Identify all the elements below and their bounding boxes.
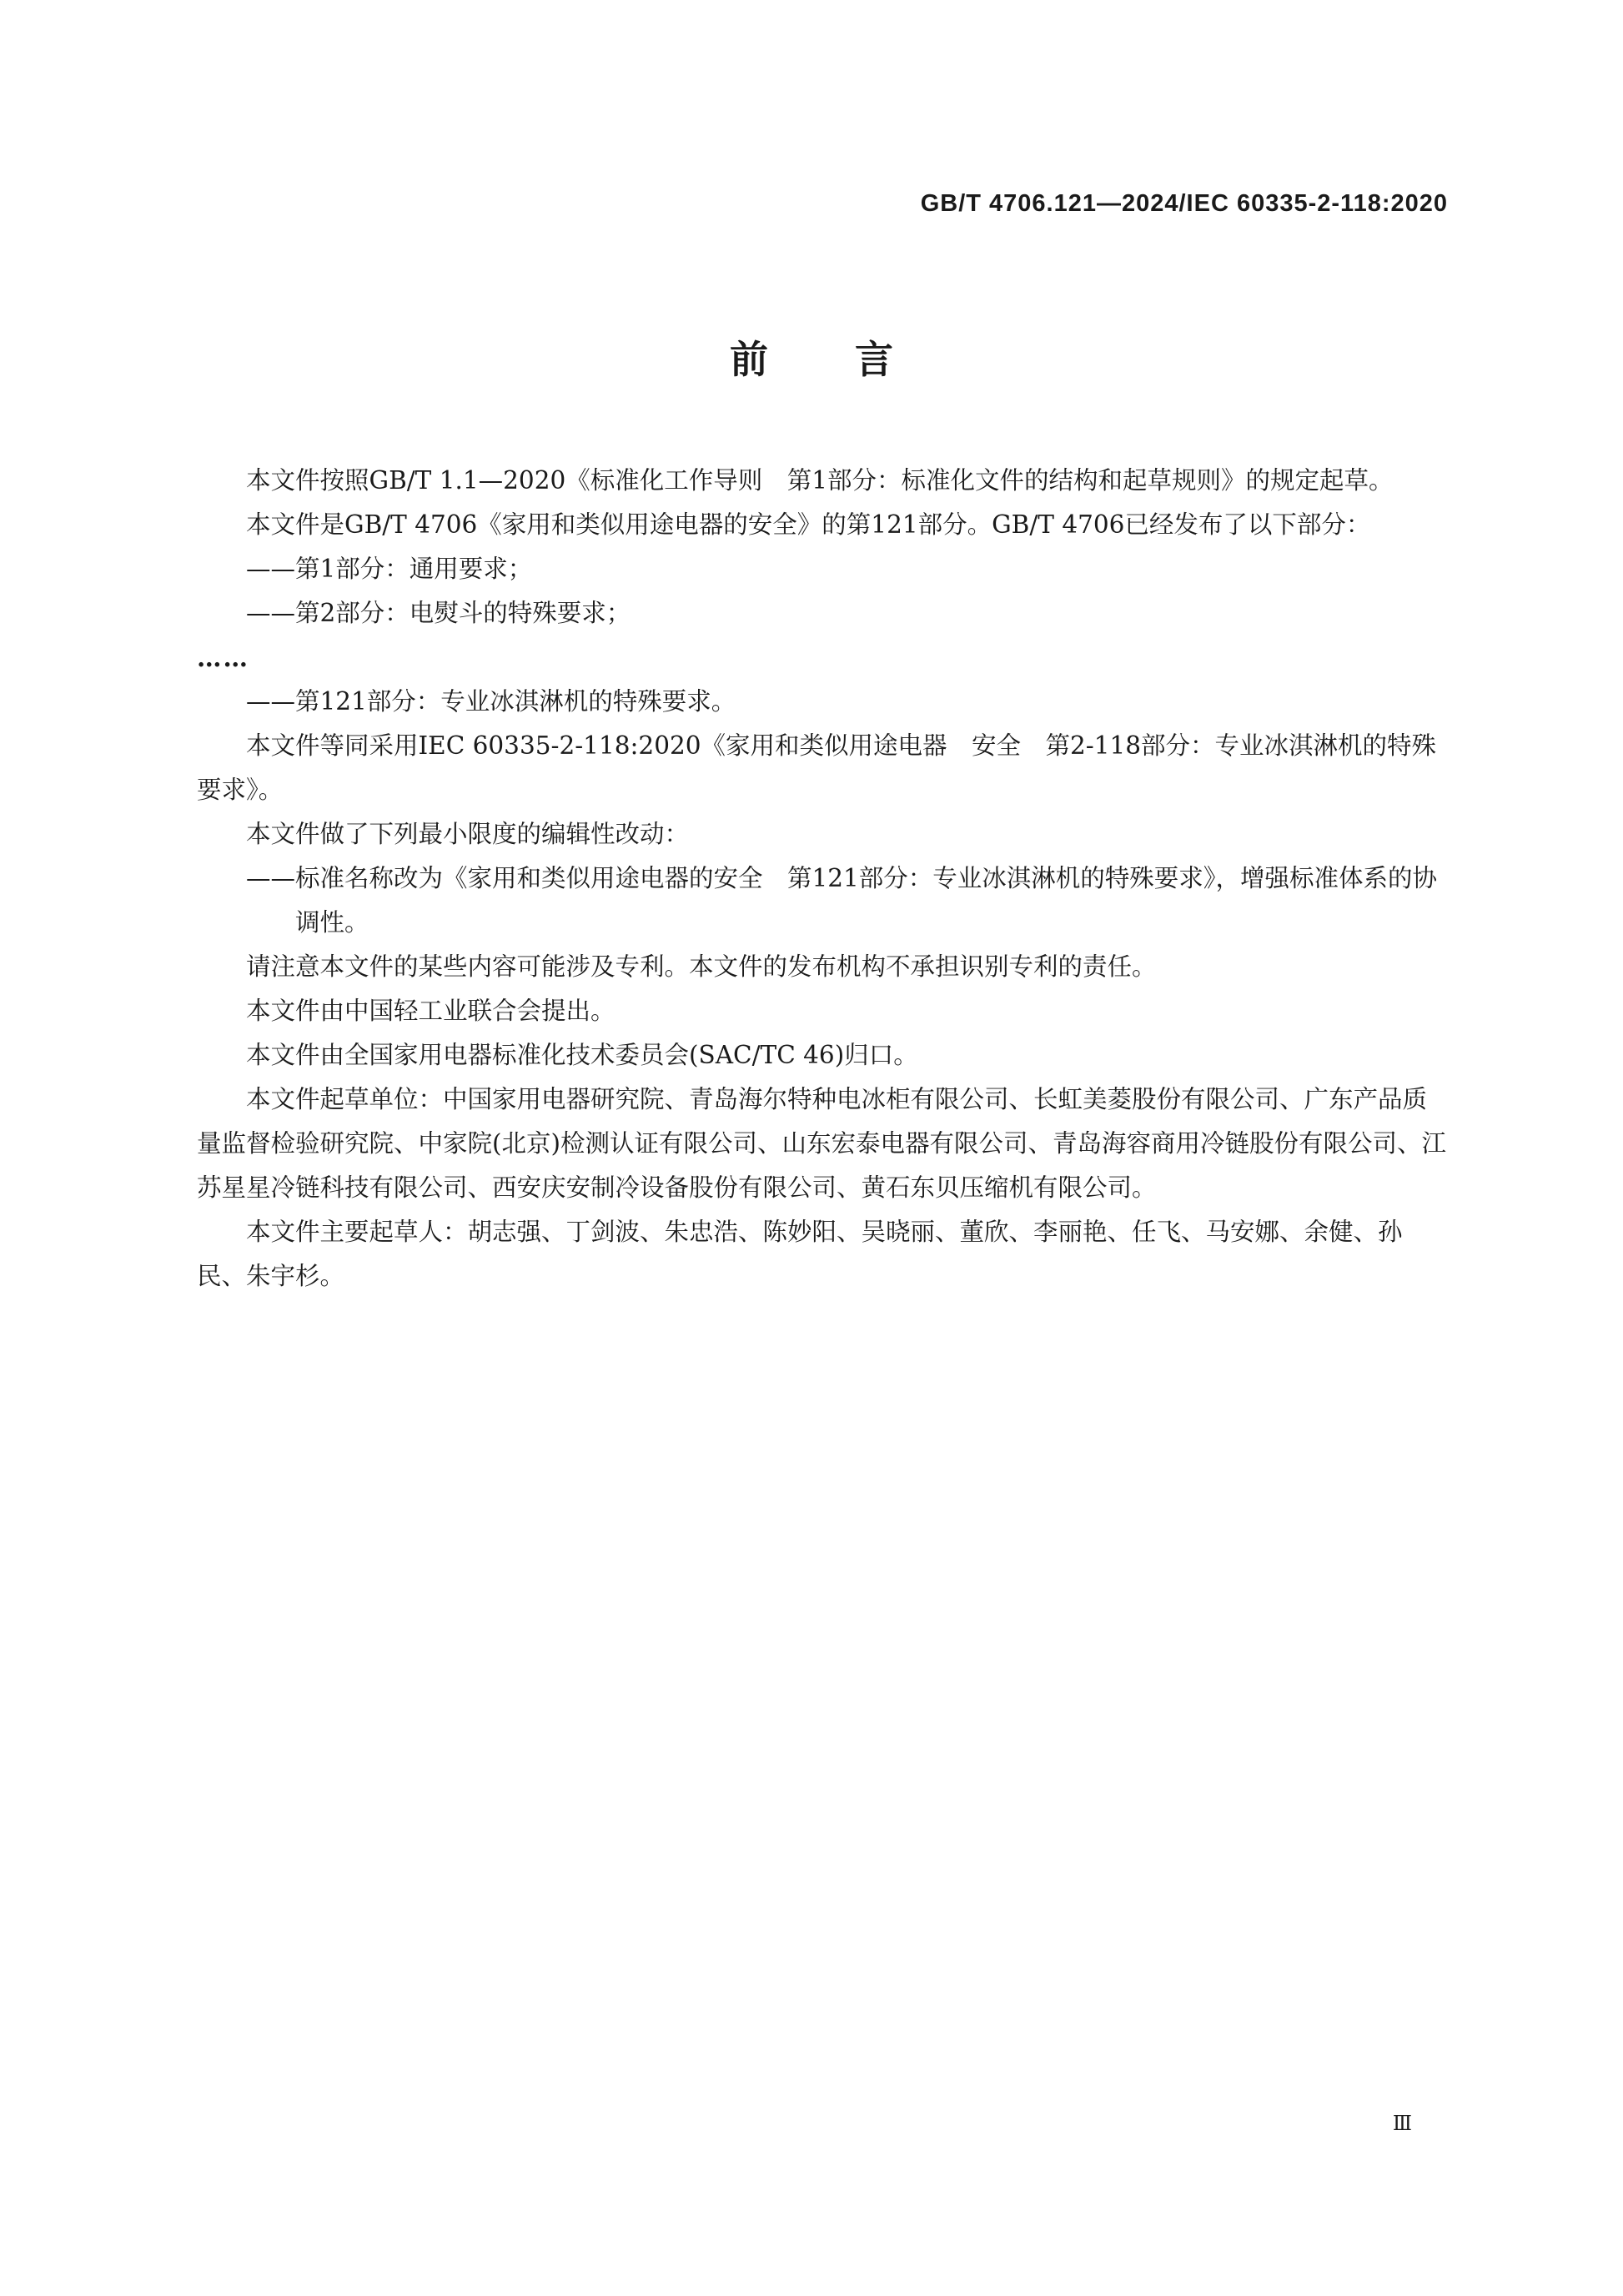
paragraph-patent-notice: 请注意本文件的某些内容可能涉及专利。本文件的发布机构不承担识别专利的责任。 — [246, 952, 1157, 981]
page-number: Ⅲ — [1392, 2112, 1413, 2135]
paragraph-drafting-rules: 本文件按照GB/T 1.1—2020《标准化工作导则 第1部分：标准化文件的结构和起草规则》的规定起草。 — [246, 466, 1394, 495]
standard-number-header: GB/T 4706.121—2024/IEC 60335-2-118:2020 — [920, 190, 1448, 217]
paragraph-drafting-units: 本文件起草单位：中国家用电器研究院、青岛海尔特种电冰柜有限公司、长虹美菱股份有限公司、广东产品质量监督检验研究院、中家院(北京)检测认证有限公司、山东宏泰电器有限公司、青岛海容商用冷链股份有限公司、江苏星星冷链科技有限公司、西安庆安制冷设备股份有限公司、黄石东贝压缩机有限公司。 — [197, 1085, 1447, 1202]
paragraph-series-intro: 本文件是GB/T 4706《家用和类似用途电器的安全》的第121部分。GB/T 4706已经发布了以下部分： — [246, 510, 1371, 539]
list-item-part-2: ——第2部分：电熨斗的特殊要求； — [246, 599, 631, 627]
list-ellipsis: …… — [197, 643, 249, 672]
list-item-part-121: ——第121部分：专业冰淇淋机的特殊要求。 — [246, 687, 736, 716]
foreword-body — [197, 459, 1448, 1299]
paragraph-equivalence: 本文件等同采用IEC 60335-2-118:2020《家用和类似用途电器 安全 第2-118部分：专业冰淇淋机的特殊要求》。 — [197, 731, 1437, 804]
list-item-title-change: ——标准名称改为《家用和类似用途电器的安全 第121部分：专业冰淇淋机的特殊要求》，增强标准体系的协调性。 — [246, 864, 1438, 937]
page-title: 前言 — [730, 337, 980, 382]
list-item-part-1: ——第1部分：通用要求； — [246, 555, 533, 583]
paragraph-editorial-changes: 本文件做了下列最小限度的编辑性改动： — [246, 820, 690, 848]
paragraph-drafters: 本文件主要起草人：胡志强、丁剑波、朱忠浩、陈妙阳、吴晓丽、董欣、李丽艳、任飞、马安娜、余健、孙民、朱宇杉。 — [197, 1218, 1403, 1290]
paragraph-committee: 本文件由全国家用电器标准化技术委员会(SAC/TC 46)归口。 — [246, 1041, 918, 1069]
paragraph-proposer: 本文件由中国轻工业联合会提出。 — [246, 997, 616, 1025]
